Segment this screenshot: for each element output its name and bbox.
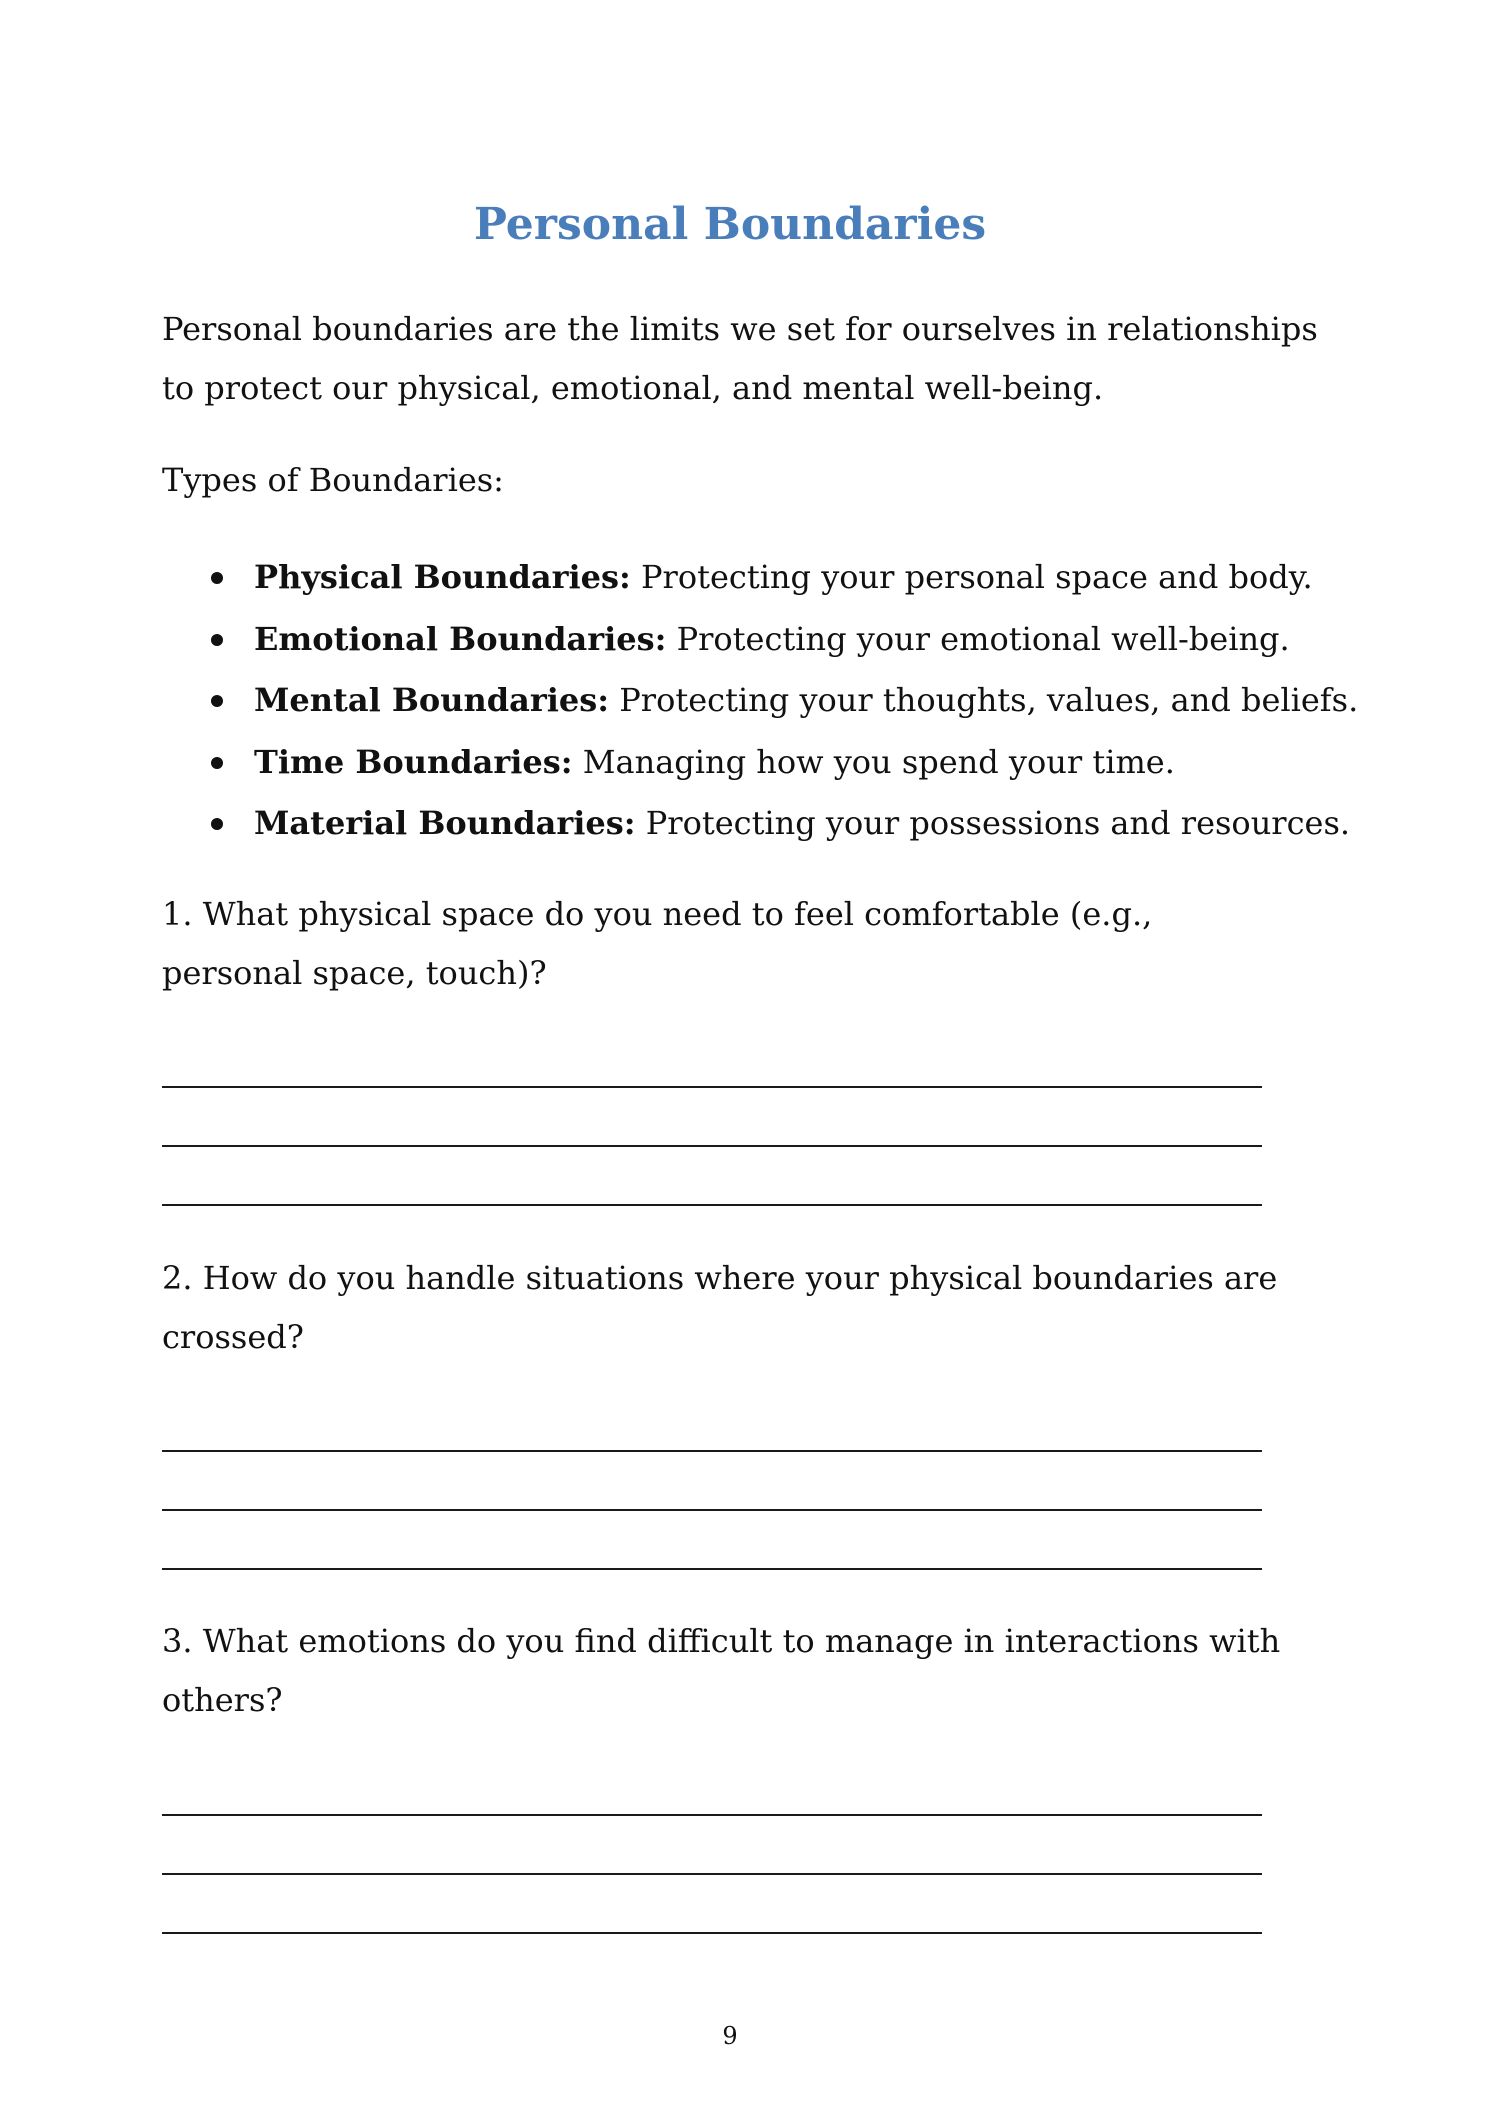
answer-line[interactable]	[162, 1509, 1262, 1511]
answer-line[interactable]	[162, 1873, 1262, 1875]
question-3: 3. What emotions do you find difficult to manage in interactions with others?	[162, 1622, 1281, 1719]
answer-line[interactable]	[162, 1204, 1262, 1206]
list-item-material-boundaries	[162, 793, 1362, 855]
bullet-icon	[211, 695, 223, 707]
answer-line[interactable]	[162, 1086, 1262, 1088]
boundary-term: Physical Boundaries:	[254, 558, 631, 596]
answer-line[interactable]	[162, 1145, 1262, 1147]
page-number: 9	[722, 2022, 738, 2050]
answer-line[interactable]	[162, 1450, 1262, 1452]
boundary-description: Managing how you spend your time.	[572, 742, 1175, 781]
boundary-term: Material Boundaries:	[254, 804, 636, 842]
page-title: Personal Boundaries	[473, 199, 987, 250]
answer-line[interactable]	[162, 1932, 1262, 1934]
boundary-description: Protecting your personal space and body.	[630, 558, 1313, 596]
boundary-description: Protecting your thoughts, values, and beliefs.	[609, 681, 1359, 719]
bullet-icon	[211, 572, 223, 584]
boundary-term: Emotional Boundaries:	[254, 619, 667, 658]
bullet-icon	[211, 634, 223, 646]
bullet-icon	[211, 757, 223, 769]
boundary-description: Protecting your emotional well-being.	[666, 619, 1290, 658]
boundary-description: Protecting your possessions and resources.	[635, 804, 1351, 842]
boundary-types-list	[162, 547, 1362, 855]
list-item-emotional-boundaries	[162, 609, 1362, 671]
question-2: 2. How do you handle situations where your physical boundaries are crossed?	[162, 1259, 1278, 1356]
bullet-icon	[211, 818, 223, 830]
intro-paragraph: Personal boundaries are the limits we set for ourselves in relationships to protect our physical, emotional, and mental well-being.	[162, 310, 1318, 407]
types-of-boundaries-label: Types of Boundaries:	[162, 461, 504, 499]
list-item-time-boundaries	[162, 732, 1362, 794]
answer-line[interactable]	[162, 1814, 1262, 1816]
question-1: 1. What physical space do you need to feel comfortable (e.g., personal space, touch)?	[162, 895, 1153, 992]
answer-line[interactable]	[162, 1568, 1262, 1570]
list-item-physical-boundaries	[162, 547, 1362, 609]
list-item-mental-boundaries	[162, 670, 1362, 732]
boundary-term: Mental Boundaries:	[254, 681, 610, 719]
boundary-term: Time Boundaries:	[254, 742, 573, 781]
